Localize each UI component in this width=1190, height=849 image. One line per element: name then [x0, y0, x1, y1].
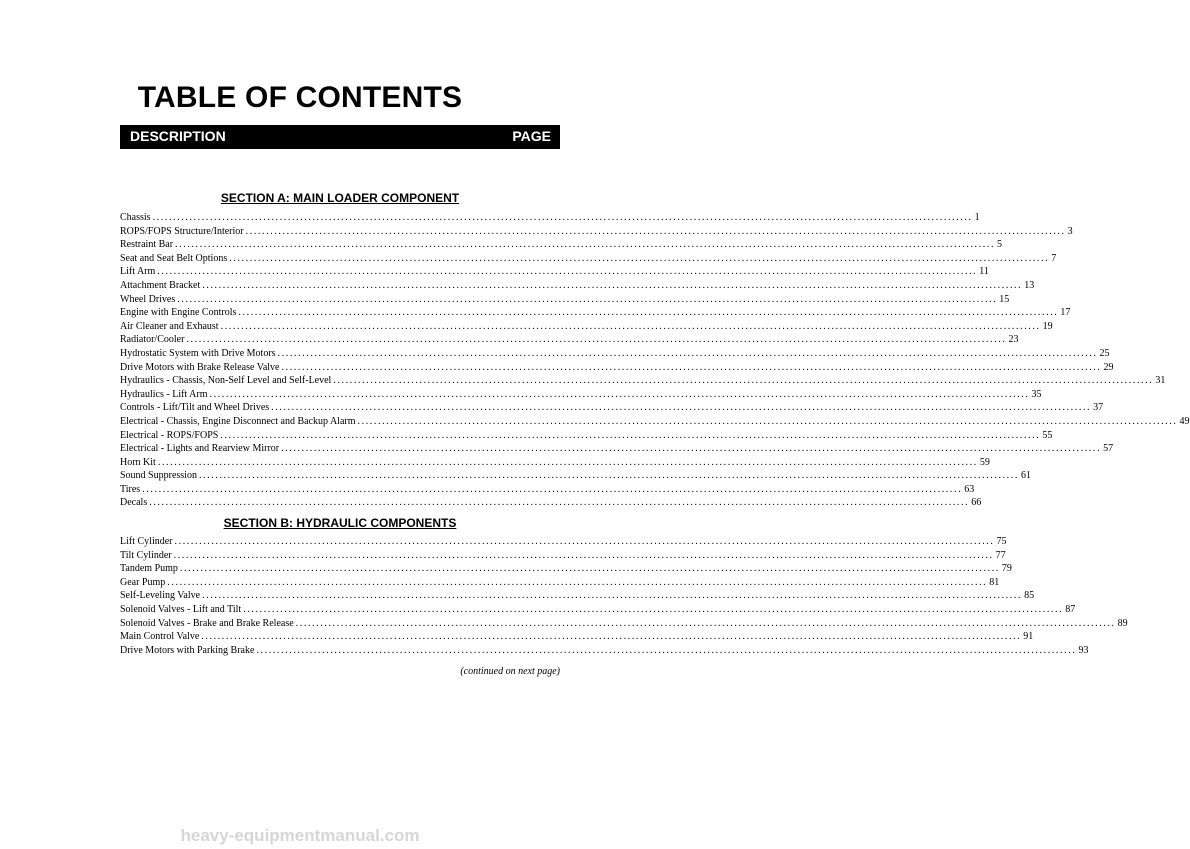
section-a-entries	[120, 211, 1190, 510]
toc-entry-title: Solenoid Valves - Lift and Tilt	[120, 603, 242, 615]
toc-entry-page: 81	[989, 576, 1000, 588]
toc-entry-page: 93	[1078, 644, 1089, 656]
toc-entry-page: 35	[1031, 388, 1042, 400]
toc-entry	[120, 401, 1104, 415]
toc-entry-page: 85	[1024, 590, 1035, 602]
toc-entry	[120, 388, 1042, 402]
toc-entry-title: Engine with Engine Controls	[120, 307, 237, 319]
toc-entry-page: 37	[1093, 402, 1104, 414]
toc-entry	[120, 589, 1035, 603]
toc-entry-title: Drive Motors with Parking Brake	[120, 644, 255, 656]
dot-leader: ........................................................................................................................................................................................................	[157, 456, 978, 468]
toc-entry-page: 17	[1060, 307, 1071, 319]
toc-entry	[120, 630, 1034, 644]
toc-entry-page: 19	[1042, 320, 1053, 332]
toc-entry-page: 63	[964, 483, 975, 495]
toc-entry	[120, 265, 989, 279]
toc-entry-page: 66	[971, 497, 982, 509]
dot-leader: ........................................................................................................................................................................................................	[157, 266, 978, 278]
dot-leader: ........................................................................................................................................................................................................	[179, 563, 1000, 575]
dot-leader: ........................................................................................................................................................................................................	[357, 415, 1178, 427]
toc-entry	[120, 333, 1019, 347]
toc-entry	[120, 361, 1114, 375]
dot-leader: ........................................................................................................................................................................................................	[333, 375, 1154, 387]
dot-leader: ........................................................................................................................................................................................................	[173, 549, 994, 561]
toc-entry-page: 29	[1103, 361, 1114, 373]
dot-leader: ........................................................................................................................................................................................................	[220, 429, 1041, 441]
toc-entry-title: Horn Kit	[120, 456, 156, 468]
toc-entry-title: Tires	[120, 483, 141, 495]
toc-entry-title: Hydraulics - Lift Arm	[120, 388, 208, 400]
toc-entry-title: Chassis	[120, 212, 151, 223]
dot-leader: ........................................................................................................................................................................................................	[186, 334, 1007, 346]
description-column-label: DESCRIPTION	[130, 128, 226, 144]
toc-entry-page: 61	[1020, 470, 1031, 482]
toc-entry	[120, 576, 1000, 590]
dot-leader: ........................................................................................................................................................................................................	[209, 388, 1030, 400]
toc-entry-title: Controls - Lift/Tilt and Wheel Drives	[120, 402, 270, 414]
toc-entry-page: 59	[979, 456, 990, 468]
toc-entry-page: 31	[1155, 375, 1166, 387]
toc-entry-page: 7	[1051, 252, 1057, 264]
dot-leader: ........................................................................................................................................................................................................	[295, 617, 1116, 629]
toc-entry	[120, 549, 1006, 563]
toc-entry	[120, 644, 1089, 658]
dot-leader: ........................................................................................................................................................................................................	[281, 443, 1102, 455]
toc-entry-page: 57	[1103, 443, 1114, 455]
toc-entry	[120, 238, 1003, 252]
toc-entry-page: 23	[1008, 334, 1019, 346]
toc-entry-title: Electrical - Lights and Rearview Mirror	[120, 443, 280, 455]
watermark: heavy-equipmentmanual.com	[180, 826, 420, 845]
toc-entry-page: 25	[1099, 347, 1110, 359]
toc-entry-title: Tilt Cylinder	[120, 549, 172, 561]
toc-entry-title: Sound Suppression	[120, 470, 197, 482]
toc-entry-page: 91	[1023, 631, 1034, 643]
dot-leader: ........................................................................................................................................................................................................	[277, 347, 1098, 359]
toc-entry	[120, 211, 980, 225]
dot-leader: ........................................................................................................................................................................................................	[271, 402, 1092, 414]
dot-leader: ........................................................................................................................................................................................................	[281, 361, 1102, 373]
toc-entry-title: Lift Arm	[120, 266, 156, 278]
dot-leader: ........................................................................................................................................................................................................	[202, 279, 1023, 291]
toc-entry-title: Self-Leveling Valve	[120, 590, 201, 602]
toc-entry-title: Hydrostatic System with Drive Motors	[120, 347, 276, 359]
toc-entry-title: Wheel Drives	[120, 293, 176, 305]
dot-leader: ........................................................................................................................................................................................................	[149, 497, 970, 509]
toc-entry	[120, 415, 1190, 429]
toc-entry-page: 3	[1067, 225, 1073, 237]
toc-entry	[120, 293, 1010, 307]
section-b-entries	[120, 535, 1128, 657]
toc-entry-title: Radiator/Cooler	[120, 334, 185, 346]
toc-entry	[120, 347, 1110, 361]
toc-entry	[120, 225, 1073, 239]
page-column-label: PAGE	[512, 128, 551, 144]
toc-entry	[120, 456, 990, 470]
toc-entry	[120, 306, 1071, 320]
toc-entry	[120, 320, 1053, 334]
toc-entry	[120, 429, 1053, 443]
toc-entry-page: 89	[1117, 617, 1128, 629]
toc-entry-page: 75	[996, 536, 1007, 547]
toc-entry	[120, 617, 1128, 631]
dot-leader: ........................................................................................................................................................................................................	[245, 225, 1066, 237]
continued-note: (continued on next page)	[460, 666, 560, 677]
toc-entry-title: Electrical - Chassis, Engine Disconnect and Backup Alarm	[120, 415, 356, 427]
toc-entry	[120, 496, 982, 510]
toc-entry	[120, 483, 975, 497]
toc-entry	[120, 603, 1076, 617]
dot-leader: ........................................................................................................................................................................................................	[152, 212, 973, 223]
toc-entry-page: 79	[1001, 563, 1012, 575]
dot-leader: ........................................................................................................................................................................................................	[229, 252, 1050, 264]
dot-leader: ........................................................................................................................................................................................................	[198, 470, 1019, 482]
toc-entry-page: 13	[1024, 279, 1035, 291]
toc-entry-page: 11	[979, 266, 989, 278]
toc-entry-title: Main Control Valve	[120, 631, 200, 643]
toc-entry	[120, 442, 1114, 456]
section-a-heading: SECTION A: MAIN LOADER COMPONENT	[220, 191, 460, 205]
dot-leader: ........................................................................................................................................................................................................	[175, 239, 996, 251]
dot-leader: ........................................................................................................................................................................................................	[202, 590, 1023, 602]
dot-leader: ........................................................................................................................................................................................................	[243, 603, 1064, 615]
toc-entry-title: Attachment Bracket	[120, 279, 201, 291]
column-header-bar	[120, 125, 560, 149]
toc-entry-page: 1	[974, 212, 980, 223]
dot-leader: ........................................................................................................................................................................................................	[220, 320, 1041, 332]
toc-entry-title: Electrical - ROPS/FOPS	[120, 429, 219, 441]
toc-entry	[120, 279, 1035, 293]
toc-entry-title: Hydraulics - Chassis, Non-Self Level and Self-Level	[120, 375, 332, 387]
toc-entry-page: 77	[995, 549, 1006, 561]
toc-entry-title: Drive Motors with Brake Release Valve	[120, 361, 280, 373]
toc-entry-title: Tandem Pump	[120, 563, 178, 575]
section-b-heading: SECTION B: HYDRAULIC COMPONENTS	[223, 516, 457, 530]
toc-entry	[120, 469, 1031, 483]
page-title: TABLE OF CONTENTS	[137, 81, 463, 114]
toc-entry-page: 15	[999, 293, 1010, 305]
toc-entry-title: Seat and Seat Belt Options	[120, 252, 228, 264]
dot-leader: ........................................................................................................................................................................................................	[201, 631, 1022, 643]
toc-entry	[120, 562, 1012, 576]
toc-entry-page: 49	[1179, 415, 1190, 427]
toc-entry-title: Air Cleaner and Exhaust	[120, 320, 219, 332]
dot-leader: ........................................................................................................................................................................................................	[174, 536, 995, 547]
dot-leader: ........................................................................................................................................................................................................	[167, 576, 988, 588]
toc-entry-page: 55	[1042, 429, 1053, 441]
toc-entry	[120, 535, 1007, 549]
toc-entry-title: Restraint Bar	[120, 239, 174, 251]
toc-entry-title: Lift Cylinder	[120, 536, 173, 547]
toc-entry-title: ROPS/FOPS Structure/Interior	[120, 225, 244, 237]
dot-leader: ........................................................................................................................................................................................................	[256, 644, 1077, 656]
toc-entry-page: 5	[997, 239, 1003, 251]
toc-entry-title: Decals	[120, 497, 148, 509]
toc-entry	[120, 252, 1057, 266]
toc-entry-page: 87	[1065, 603, 1076, 615]
dot-leader: ........................................................................................................................................................................................................	[142, 483, 963, 495]
toc-entry-title: Solenoid Valves - Brake and Brake Release	[120, 617, 294, 629]
dot-leader: ........................................................................................................................................................................................................	[238, 307, 1059, 319]
toc-entry	[120, 374, 1166, 388]
dot-leader: ........................................................................................................................................................................................................	[177, 293, 998, 305]
toc-entry-title: Gear Pump	[120, 576, 166, 588]
